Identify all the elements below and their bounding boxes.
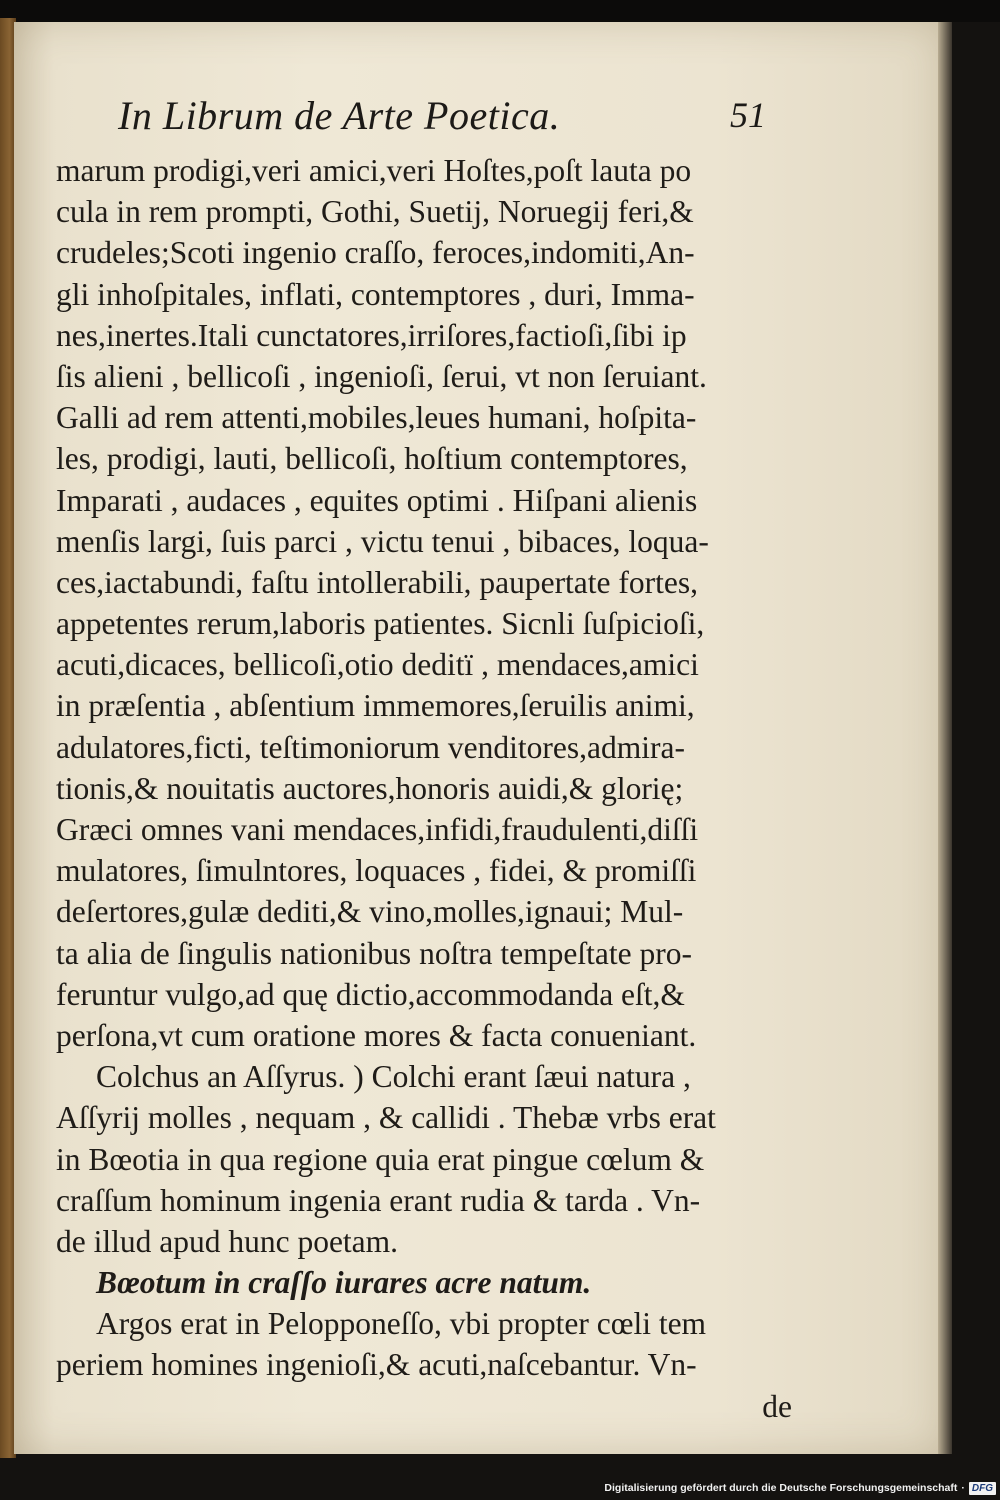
dfg-logo: DFG xyxy=(969,1482,996,1495)
text-line: craſſum hominum ingenia erant rudia & tarda . Vn- xyxy=(56,1182,701,1218)
credit-separator: · xyxy=(961,1482,965,1494)
text-line: gli inhoſpitales, inflati, contemptores , duri, Imma- xyxy=(56,276,695,312)
text-line: Imparati , audaces , equites optimi . Hiſpani alienis xyxy=(56,482,698,518)
text-line: perſona,vt cum oratione mores & facta conueniant. xyxy=(56,1017,697,1053)
text-line: feruntur vulgo,ad quę dictio,accommodanda eſt,& xyxy=(56,976,685,1012)
text-line: tionis,& nouitatis auctores,honoris auidi,& glorię; xyxy=(56,770,684,806)
text-line: crudeles;Scoti ingenio craſſo, feroces,indomiti,An- xyxy=(56,235,695,271)
text-line: in Bœotia in qua regione quia erat pingue cœlum & xyxy=(56,1141,705,1177)
page-number: 51 xyxy=(730,95,766,135)
text-line: ces,iactabundi, faſtu intollerabili, paupertate fortes, xyxy=(56,564,698,600)
text-line: nes,inertes.Itali cunctatores,irriſores,factioſi,ſibi ip xyxy=(56,317,687,353)
text-line: Galli ad rem attenti,mobiles,leues humani, hoſpita- xyxy=(56,400,697,436)
text-line: Græci omnes vani mendaces,infidi,fraudulenti,diſſi xyxy=(56,812,699,847)
text-line: deſertores,gulæ dediti,& vino,molles,ignaui; Mul- xyxy=(56,894,684,930)
page-edge-shadow xyxy=(938,22,952,1454)
text-line: ta alia de ſingulis nationibus noſtra tempeſtate pro- xyxy=(56,935,692,971)
credit-text: Digitalisierung gefördert durch die Deutsche Forschungsgemeinschaft xyxy=(604,1482,958,1494)
scan-background-top xyxy=(0,0,1000,22)
text-line: marum prodigi,veri amici,veri Hoſtes,poſt lauta po xyxy=(56,153,692,188)
text-line: menſis largi, ſuis parci , victu tenui , bibaces, loqua- xyxy=(56,523,709,559)
text-line: periem homines ingenioſi,& acuti,naſcebantur. Vn- xyxy=(56,1347,697,1383)
text-line: in præſentia , abſentium immemores,ſeruilis animi, xyxy=(56,688,695,724)
text-line: ſis alieni , bellicoſi , ingenioſi, ſerui, vt non ſeruiant. xyxy=(56,358,707,394)
text-line: appetentes rerum,laboris patientes. Sicnli ſuſpicioſi, xyxy=(56,606,705,642)
text-line: cula in rem prompti, Gothi, Suetij, Noruegij feri,& xyxy=(56,194,694,230)
body-text xyxy=(56,150,806,1427)
text-line: acuti,dicaces, bellicoſi,otio deditï , mendaces,amici xyxy=(56,647,699,683)
running-title: In Librum de Arte Poetica. xyxy=(118,93,561,138)
quotation-line: Bœotum in craſſo iurares acre natum. xyxy=(96,1265,592,1301)
lemma-line: Colchus an Aſſyrus. ) Colchi erant ſæui natura , xyxy=(96,1059,691,1095)
catchword: de xyxy=(762,1388,792,1424)
digitization-credit xyxy=(600,1478,996,1498)
text-line: les, prodigi, lauti, bellicoſi, hoſtium contemptores, xyxy=(56,441,688,477)
text-line: Argos erat in Pelopponeſſo, vbi propter cœli tem xyxy=(96,1306,707,1342)
text-line: Aſſyrij molles , nequam , & callidi . Thebæ vrbs erat xyxy=(56,1100,716,1136)
text-line: de illud apud hunc poetam. xyxy=(56,1223,399,1259)
text-line: adulatores,ficti, teſtimoniorum venditores,admira- xyxy=(56,729,685,765)
text-line: mulatores, ſimulntores, loquaces , fidei, & promiſſi xyxy=(56,853,697,889)
running-head xyxy=(118,92,778,148)
